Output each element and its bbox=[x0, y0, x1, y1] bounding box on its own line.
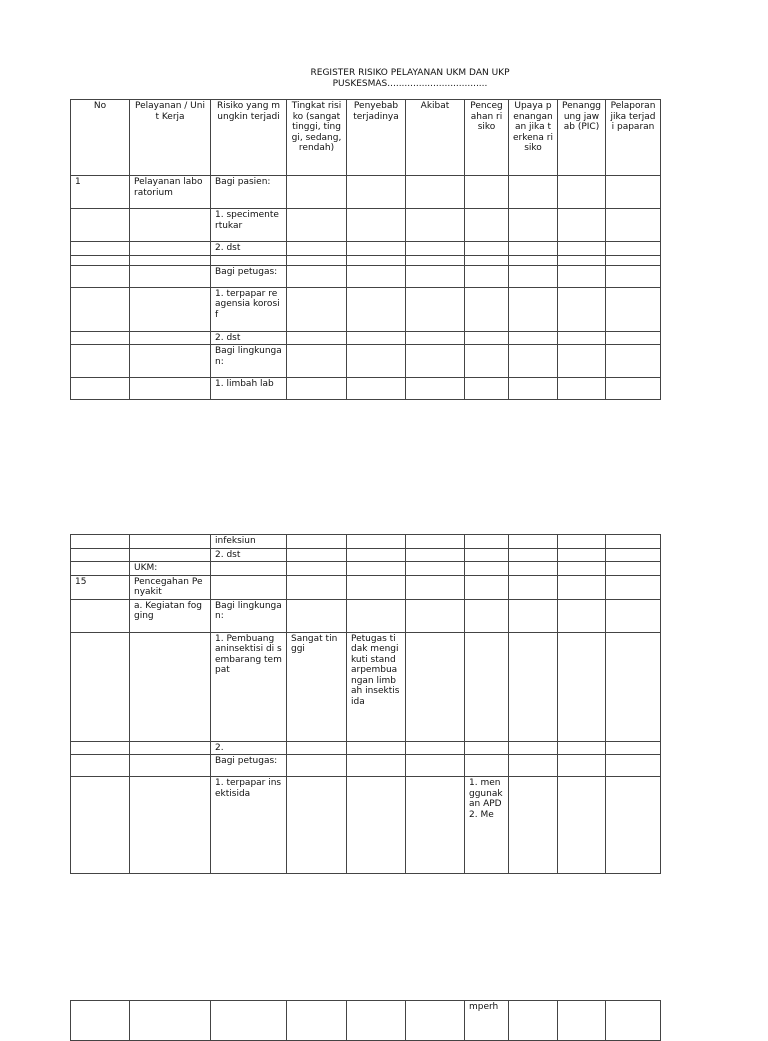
table-cell bbox=[347, 331, 406, 345]
table-cell bbox=[606, 562, 661, 576]
table-cell bbox=[347, 535, 406, 549]
table-cell bbox=[287, 255, 347, 265]
table-cell bbox=[509, 755, 558, 777]
table-cell: a. Kegiatan fogging bbox=[130, 599, 211, 632]
table-cell bbox=[130, 548, 211, 562]
table-cell bbox=[558, 599, 606, 632]
table-cell bbox=[606, 209, 661, 242]
table-cell bbox=[406, 777, 465, 874]
table-row bbox=[71, 265, 661, 287]
table-cell bbox=[71, 255, 130, 265]
table-cell bbox=[558, 562, 606, 576]
table-cell bbox=[130, 265, 211, 287]
table-cell: 1. specimentertukar bbox=[211, 209, 287, 242]
table-cell bbox=[465, 755, 509, 777]
table-row bbox=[71, 209, 661, 242]
table-cell bbox=[509, 378, 558, 400]
table-cell bbox=[406, 378, 465, 400]
table-cell bbox=[406, 255, 465, 265]
column-header: Pelaporan jika terjadi paparan bbox=[606, 100, 661, 176]
table-cell bbox=[606, 632, 661, 741]
table-cell bbox=[130, 209, 211, 242]
register-title-line1: REGISTER RISIKO PELAYANAN UKM DAN UKP bbox=[310, 68, 510, 78]
table-cell: 1. menggunakan APD 2. Me bbox=[465, 777, 509, 874]
risk-register-table-page3 bbox=[70, 1000, 661, 1041]
table-cell bbox=[558, 378, 606, 400]
table-cell bbox=[406, 632, 465, 741]
table-cell bbox=[71, 331, 130, 345]
table-cell bbox=[347, 777, 406, 874]
table-row bbox=[71, 378, 661, 400]
table-cell bbox=[509, 535, 558, 549]
table-cell bbox=[558, 287, 606, 331]
table-row bbox=[71, 548, 661, 562]
table-cell bbox=[211, 255, 287, 265]
table-cell bbox=[509, 1001, 558, 1041]
table-cell bbox=[130, 287, 211, 331]
risk-register-table-page1 bbox=[70, 99, 661, 400]
table-cell bbox=[509, 255, 558, 265]
column-header: Penyebab terjadinya bbox=[347, 100, 406, 176]
table-cell bbox=[509, 265, 558, 287]
table-cell bbox=[509, 777, 558, 874]
table-cell bbox=[211, 562, 287, 576]
table-cell bbox=[211, 575, 287, 599]
table-cell bbox=[465, 741, 509, 755]
table-cell bbox=[406, 562, 465, 576]
column-header: Risiko yang mungkin terjadi bbox=[211, 100, 287, 176]
table-cell bbox=[211, 1001, 287, 1041]
table-cell bbox=[130, 632, 211, 741]
table-cell bbox=[606, 242, 661, 256]
table-cell bbox=[130, 242, 211, 256]
table-cell bbox=[130, 535, 211, 549]
table-cell bbox=[509, 548, 558, 562]
table-cell bbox=[347, 378, 406, 400]
header-row bbox=[71, 100, 661, 176]
column-header: No bbox=[71, 100, 130, 176]
table-row bbox=[71, 176, 661, 209]
table-cell bbox=[606, 548, 661, 562]
table-cell: UKM: bbox=[130, 562, 211, 576]
table-cell bbox=[465, 562, 509, 576]
table-cell bbox=[406, 575, 465, 599]
table-cell bbox=[606, 755, 661, 777]
table-cell bbox=[71, 287, 130, 331]
table-cell: 2. dst bbox=[211, 548, 287, 562]
table-cell bbox=[465, 535, 509, 549]
table-row bbox=[71, 535, 661, 549]
table-cell: mperh bbox=[465, 1001, 509, 1041]
table-cell bbox=[558, 777, 606, 874]
table-cell bbox=[287, 345, 347, 378]
table-cell bbox=[71, 242, 130, 256]
table-cell bbox=[71, 777, 130, 874]
table-cell: Petugas tidak mengikuti standarpembuangan limbah insektisida bbox=[347, 632, 406, 741]
column-header: Pencegahan risiko bbox=[465, 100, 509, 176]
table-cell bbox=[606, 345, 661, 378]
table-cell bbox=[509, 575, 558, 599]
table-cell bbox=[558, 176, 606, 209]
table-cell bbox=[347, 265, 406, 287]
table-cell bbox=[465, 242, 509, 256]
table-cell bbox=[347, 287, 406, 331]
table-cell bbox=[347, 599, 406, 632]
table-cell bbox=[71, 1001, 130, 1041]
table-cell bbox=[606, 777, 661, 874]
table-cell bbox=[71, 599, 130, 632]
table-cell bbox=[465, 255, 509, 265]
column-header: Penanggung jawab (PIC) bbox=[558, 100, 606, 176]
table-cell bbox=[606, 287, 661, 331]
table-cell bbox=[71, 741, 130, 755]
table-cell bbox=[558, 242, 606, 256]
table-cell bbox=[465, 575, 509, 599]
table-cell bbox=[465, 632, 509, 741]
table-cell bbox=[509, 599, 558, 632]
table-cell bbox=[406, 1001, 465, 1041]
table-cell bbox=[347, 741, 406, 755]
table-cell bbox=[465, 265, 509, 287]
table-cell bbox=[509, 741, 558, 755]
table-cell bbox=[287, 378, 347, 400]
table-body bbox=[71, 1001, 661, 1041]
table-cell bbox=[347, 1001, 406, 1041]
table-cell: Bagi lingkungan: bbox=[211, 599, 287, 632]
table-cell bbox=[465, 599, 509, 632]
table-cell bbox=[347, 548, 406, 562]
table-cell bbox=[406, 176, 465, 209]
table-cell bbox=[287, 209, 347, 242]
table-cell bbox=[406, 599, 465, 632]
table-row bbox=[71, 755, 661, 777]
table-cell bbox=[130, 777, 211, 874]
table-cell bbox=[606, 378, 661, 400]
table-cell bbox=[606, 1001, 661, 1041]
table-cell bbox=[406, 548, 465, 562]
column-header: Pelayanan / Unit Kerja bbox=[130, 100, 211, 176]
table-cell: 1. terpapar reagensia korosif bbox=[211, 287, 287, 331]
table-row bbox=[71, 777, 661, 874]
table-cell bbox=[558, 209, 606, 242]
table-cell bbox=[606, 331, 661, 345]
table-cell bbox=[558, 331, 606, 345]
table-cell bbox=[287, 548, 347, 562]
table-cell bbox=[71, 265, 130, 287]
table-row bbox=[71, 632, 661, 741]
table-cell bbox=[509, 176, 558, 209]
table-cell bbox=[509, 562, 558, 576]
table-cell: 2. bbox=[211, 741, 287, 755]
table-row bbox=[71, 562, 661, 576]
table-cell bbox=[465, 345, 509, 378]
table-cell bbox=[406, 345, 465, 378]
table-cell bbox=[558, 741, 606, 755]
table-row bbox=[71, 242, 661, 256]
table-cell bbox=[71, 755, 130, 777]
table-cell bbox=[287, 176, 347, 209]
table-cell: 1. limbah lab bbox=[211, 378, 287, 400]
table-cell bbox=[606, 741, 661, 755]
table-cell: Bagi lingkungan: bbox=[211, 345, 287, 378]
table-row bbox=[71, 287, 661, 331]
table-cell bbox=[406, 265, 465, 287]
table-cell bbox=[71, 562, 130, 576]
table-cell: 1 bbox=[71, 176, 130, 209]
table-cell bbox=[347, 176, 406, 209]
table-cell bbox=[347, 755, 406, 777]
table-cell bbox=[606, 575, 661, 599]
table-cell bbox=[606, 176, 661, 209]
table-cell bbox=[406, 755, 465, 777]
table-cell bbox=[509, 345, 558, 378]
table-row bbox=[71, 255, 661, 265]
table-cell bbox=[406, 741, 465, 755]
table-cell bbox=[606, 265, 661, 287]
table-cell bbox=[287, 287, 347, 331]
table-cell bbox=[509, 632, 558, 741]
table-cell bbox=[509, 331, 558, 345]
table-cell: Bagi petugas: bbox=[211, 755, 287, 777]
table-cell bbox=[465, 209, 509, 242]
column-header: Tingkat risiko (sangat tinggi, tinggi, sedang, rendah) bbox=[287, 100, 347, 176]
table-cell bbox=[465, 176, 509, 209]
table-cell: Pencegahan Penyakit bbox=[130, 575, 211, 599]
table-body bbox=[71, 535, 661, 874]
table-cell bbox=[558, 535, 606, 549]
table-cell bbox=[406, 209, 465, 242]
table-cell bbox=[465, 378, 509, 400]
register-title-line2: PUSKESMAS................................... bbox=[332, 79, 488, 89]
table-cell: 15 bbox=[71, 575, 130, 599]
table-cell bbox=[287, 331, 347, 345]
table-cell bbox=[130, 331, 211, 345]
table-cell: 2. dst bbox=[211, 242, 287, 256]
table-cell: 1. terpapar insektisida bbox=[211, 777, 287, 874]
table-cell bbox=[558, 632, 606, 741]
table-cell bbox=[558, 255, 606, 265]
table-cell bbox=[606, 255, 661, 265]
table-cell bbox=[347, 255, 406, 265]
table-cell bbox=[606, 599, 661, 632]
table-cell bbox=[71, 378, 130, 400]
table-cell bbox=[71, 632, 130, 741]
table-cell bbox=[71, 548, 130, 562]
table-body bbox=[71, 176, 661, 400]
table-cell bbox=[347, 345, 406, 378]
table-cell bbox=[406, 287, 465, 331]
table-cell: Bagi pasien: bbox=[211, 176, 287, 209]
table-cell bbox=[406, 331, 465, 345]
table-row bbox=[71, 345, 661, 378]
table-cell bbox=[287, 242, 347, 256]
table-row bbox=[71, 575, 661, 599]
table-row bbox=[71, 741, 661, 755]
table-cell bbox=[130, 1001, 211, 1041]
table-cell bbox=[130, 378, 211, 400]
table-row bbox=[71, 599, 661, 632]
table-cell bbox=[287, 755, 347, 777]
table-cell bbox=[406, 535, 465, 549]
table-cell: 1. Pembuang aninsektisi di sembarang tempat bbox=[211, 632, 287, 741]
table-cell bbox=[130, 741, 211, 755]
table-cell: Sangat tinggi bbox=[287, 632, 347, 741]
table-cell bbox=[465, 287, 509, 331]
table-cell bbox=[347, 575, 406, 599]
table-cell bbox=[287, 575, 347, 599]
table-cell bbox=[558, 755, 606, 777]
column-header: Akibat bbox=[406, 100, 465, 176]
table-cell bbox=[558, 548, 606, 562]
table-cell bbox=[347, 562, 406, 576]
table-cell bbox=[287, 535, 347, 549]
table-cell bbox=[465, 548, 509, 562]
table-row bbox=[71, 1001, 661, 1041]
table-cell bbox=[71, 209, 130, 242]
table-cell bbox=[347, 242, 406, 256]
table-cell: 2. dst bbox=[211, 331, 287, 345]
table-cell bbox=[509, 242, 558, 256]
table-cell bbox=[71, 345, 130, 378]
table-cell bbox=[465, 331, 509, 345]
table-cell bbox=[287, 599, 347, 632]
table-cell bbox=[71, 535, 130, 549]
table-cell bbox=[130, 345, 211, 378]
table-cell bbox=[406, 242, 465, 256]
table-cell bbox=[287, 777, 347, 874]
table-cell: Pelayanan laboratorium bbox=[130, 176, 211, 209]
table-cell bbox=[509, 287, 558, 331]
table-cell bbox=[130, 755, 211, 777]
table-cell bbox=[287, 265, 347, 287]
table-cell bbox=[606, 535, 661, 549]
table-cell bbox=[509, 209, 558, 242]
table-cell bbox=[558, 345, 606, 378]
risk-register-table-page2 bbox=[70, 534, 661, 874]
table-cell bbox=[558, 575, 606, 599]
table-cell: infeksiun bbox=[211, 535, 287, 549]
table-cell bbox=[347, 209, 406, 242]
table-cell bbox=[558, 1001, 606, 1041]
table-cell bbox=[287, 741, 347, 755]
table-cell bbox=[130, 255, 211, 265]
table-cell bbox=[287, 562, 347, 576]
table-cell bbox=[287, 1001, 347, 1041]
table-cell bbox=[558, 265, 606, 287]
table-row bbox=[71, 331, 661, 345]
table-cell: Bagi petugas: bbox=[211, 265, 287, 287]
column-header: Upaya penanganan jika terkena risiko bbox=[509, 100, 558, 176]
